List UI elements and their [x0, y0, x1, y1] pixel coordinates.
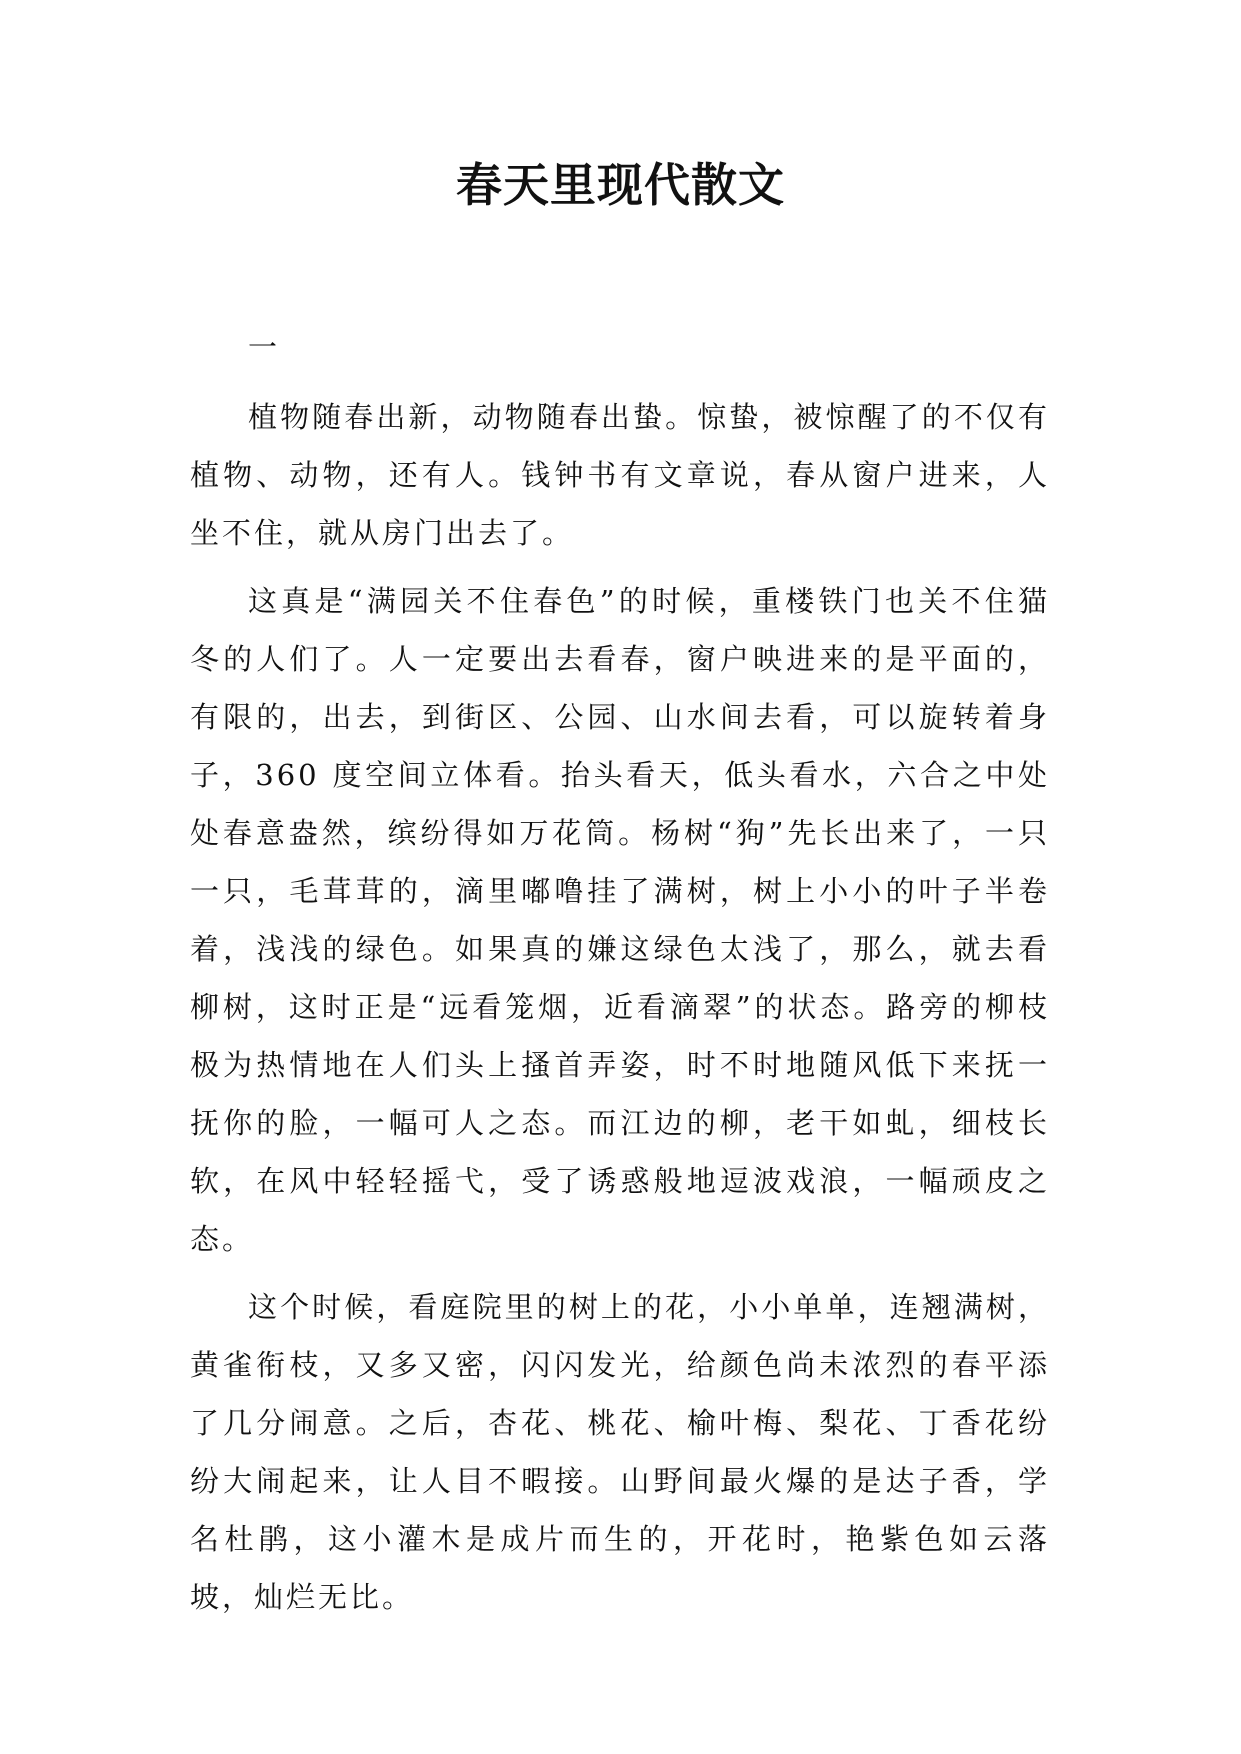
section-marker: 一 [248, 330, 281, 364]
document-title: 春天里现代散文 [456, 158, 785, 212]
paragraph-3: 这个时候，看庭院里的树上的花，小小单单，连翘满树，黄雀衔枝，又多又密，闪闪发光，给颜色尚未浓烈的春平添了几分闹意。之后，杏花、桃花、榆叶梅、梨花、丁香花纷纷大闹起来，让人目不暇接。山野间最火爆的是达子香，学名杜鹃，这小灌木是成片而生的，开花时，艳紫色如云落坡，灿烂无比。 [190, 1290, 1050, 1614]
paragraph-1: 植物随春出新，动物随春出蛰。惊蛰，被惊醒了的不仅有植物、动物，还有人。钱钟书有文章说，春从窗户进来，人坐不住，就从房门出去了。 [190, 400, 1050, 550]
paragraph-2: 这真是“满园关不住春色”的时候，重楼铁门也关不住猫冬的人们了。人一定要出去看春，窗户映进来的是平面的，有限的，出去，到街区、公园、山水间去看，可以旋转着身子，360 度空间立体看。抬头看天，低头看水，六合之中处处春意盎然，缤纷得如万花筒。杨树“狗”先长出来了，一只一只，毛茸茸的，滴里嘟噜挂了满树，树上小小的叶子半卷着，浅浅的绿色。如果真的嫌这绿色太浅了，那么，就去看柳树，这时正是“远看笼烟，近看滴翠”的状态。路旁的柳枝极为热情地在人们头上搔首弄姿，时不时地随风低下来抚一抚你的脸，一幅可人之态。而江边的柳，老干如虬，细枝长软，在风中轻轻摇弋，受了诱惑般地逗波戏浪，一幅顽皮之态。 [190, 584, 1050, 1256]
document-body [190, 318, 1050, 1636]
